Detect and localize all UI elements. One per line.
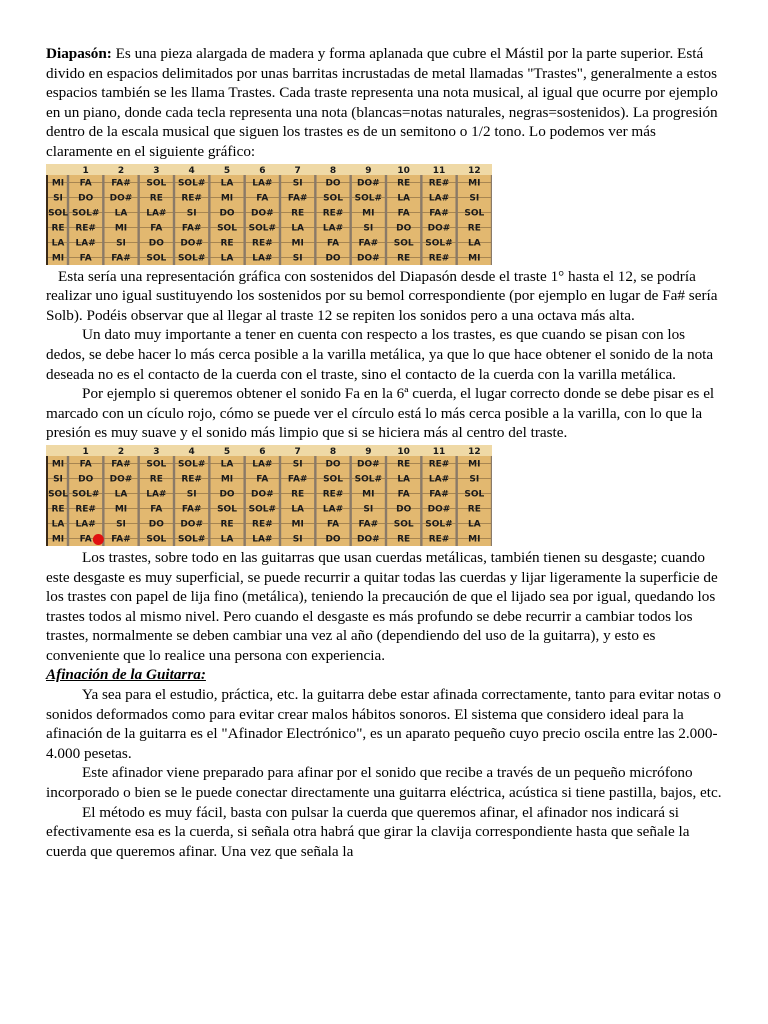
note-label: LA#: [252, 459, 273, 470]
note-label: LA: [220, 459, 234, 470]
term-title: Diapasón:: [46, 45, 112, 62]
note-label: LA#: [252, 178, 273, 189]
note-label: RE#: [428, 178, 450, 189]
note-label: SOL: [48, 208, 68, 219]
paragraph: El método es muy fácil, basta con pulsar la cuerda que queremos afinar, el afinador nos indicará si efectivamente esa es la cuerda, si señala otra habrá que girar la clavija correspondiente hasta que señale la cuerda que queremos afinar. Una vez que señala la: [46, 803, 690, 860]
fret-number: 5: [223, 446, 231, 457]
fret-number: 1: [82, 446, 89, 457]
note-label: RE: [149, 474, 163, 485]
fret-bar: [420, 175, 422, 265]
note-label: LA: [51, 238, 65, 249]
note-label: DO#: [427, 504, 451, 515]
note-label: SI: [292, 178, 303, 189]
note-label: SI: [469, 474, 480, 485]
note-label: SI: [292, 253, 303, 264]
note-label: SI: [116, 519, 126, 530]
note-label: MI: [291, 519, 304, 530]
fret-number: 10: [397, 446, 410, 457]
note-label: SOL: [217, 223, 237, 234]
note-label: LA#: [252, 253, 273, 264]
fret-number: 4: [188, 446, 195, 457]
fret-bar: [67, 456, 69, 546]
fret-number: 6: [259, 446, 266, 457]
note-label: MI: [468, 459, 481, 470]
fret-bar: [455, 456, 457, 546]
fret-bar: [279, 175, 281, 265]
fretboard-diagram-1: [46, 164, 492, 265]
fret-number: 9: [365, 446, 372, 457]
note-label: RE: [397, 459, 411, 470]
note-label: RE: [397, 534, 411, 545]
fret-bar: [137, 175, 139, 265]
note-label: FA: [79, 459, 92, 470]
note-label: RE: [397, 178, 411, 189]
note-label: MI: [468, 534, 481, 545]
note-label: FA#: [429, 489, 449, 500]
intro-paragraph: [46, 44, 726, 162]
note-label: SOL: [464, 489, 485, 500]
note-label: FA#: [429, 208, 449, 219]
note-label: SOL#: [177, 459, 206, 470]
note-label: SI: [363, 223, 374, 234]
fret-number: 8: [329, 446, 337, 457]
note-label: SI: [53, 193, 63, 204]
note-label: RE: [51, 504, 65, 515]
fret-bar: [385, 456, 387, 546]
note-label: SOL: [464, 208, 485, 219]
note-label: SI: [292, 534, 303, 545]
fret-bar: [385, 175, 387, 265]
note-label: SOL: [146, 178, 167, 189]
fret-bar: [208, 175, 210, 265]
note-label: MI: [291, 238, 304, 249]
note-label: FA: [256, 193, 269, 204]
paragraph: Los trastes, sobre todo en las guitarras que usan cuerdas metálicas, también tienen su desgaste; cuando este desgaste es muy superficial, se puede recurrir a quitar todas las cuerdas y lijar ligeramente la superficie de los trastes con papel de lija fino (metálica), teniendo la precaución de que el lijado sea por igual, quedando los trastes todos al mismo nivel. Pero cuando el desgaste es más profundo se debe recurrir a cambiar todos los trastes, normalmente se deben cambiar una vez al año (dependiendo del uso de la guitarra), y esto es conveniente que lo realice una persona con experiencia.: [46, 548, 718, 664]
note-label: SOL#: [425, 519, 453, 530]
paragraph: Un dato muy importante a tener en cuenta con respecto a los trastes, es que cuando se pisan con los dedos, se debe hacer lo más cerca posible a la varilla metálica, ya que lo que hace obtener el sonido de la nota deseada no es el contacto de la cuerda con el traste, sino el contacto de la cuerda con la varilla metálica.: [46, 326, 714, 383]
note-label: FA: [326, 238, 340, 249]
note-label: DO#: [109, 193, 133, 204]
fret-bar: [102, 456, 104, 546]
note-label: SOL#: [177, 534, 206, 545]
section-heading: Afinación de la Guitarra:: [46, 666, 206, 684]
note-label: FA#: [111, 459, 131, 470]
note-label: SOL#: [177, 253, 206, 264]
note-label: RE: [291, 208, 305, 219]
note-label: MI: [468, 178, 481, 189]
note-label: FA: [79, 534, 92, 545]
fret-bar: [279, 456, 281, 546]
fret-bar: [349, 175, 351, 265]
fret-number-band: [46, 164, 492, 175]
note-label: MI: [114, 223, 128, 234]
note-label: MI: [51, 178, 65, 189]
note-label: FA#: [358, 238, 379, 249]
note-label: LA#: [322, 223, 344, 234]
note-label: FA: [79, 178, 92, 189]
fret-number: 2: [117, 165, 125, 176]
note-label: RE#: [428, 459, 450, 470]
note-label: LA#: [252, 534, 273, 545]
fret-number: 10: [397, 165, 410, 176]
note-label: RE: [467, 504, 481, 515]
note-label: SI: [363, 504, 374, 515]
note-label: RE: [291, 489, 305, 500]
note-label: LA#: [75, 519, 96, 530]
note-label: DO#: [109, 474, 133, 485]
note-label: SOL#: [248, 504, 277, 515]
fret-bar: [243, 175, 245, 265]
fret-number-band: [46, 445, 492, 456]
fret-number: 11: [432, 446, 446, 457]
note-label: FA#: [111, 178, 131, 189]
note-label: DO#: [356, 253, 380, 264]
paragraph: Este afinador viene preparado para afinar por el sonido que recibe a través de un pequeño micrófono incorporado o bien se le puede conectar directamente una guitarra eléctrica, acústica si tiene pastilla, bajos, etc.: [46, 764, 722, 802]
note-label: SOL: [146, 253, 167, 264]
note-label: DO#: [250, 208, 274, 219]
note-label: SOL#: [425, 238, 453, 249]
note-label: RE#: [322, 208, 344, 219]
note-label: SOL: [323, 193, 343, 204]
note-label: SOL: [393, 238, 414, 249]
note-label: SOL#: [177, 178, 206, 189]
note-label: RE: [467, 223, 481, 234]
note-label: SI: [53, 474, 63, 485]
note-label: MI: [51, 534, 65, 545]
note-label: SOL: [323, 474, 343, 485]
note-label: DO: [148, 238, 164, 249]
note-label: FA: [256, 474, 269, 485]
fret-number: 1: [82, 165, 89, 176]
fret-bar: [420, 456, 422, 546]
fret-bar: [102, 175, 104, 265]
note-label: RE#: [75, 504, 96, 515]
note-label: LA: [291, 223, 305, 234]
note-label: LA#: [428, 474, 450, 485]
note-label: RE#: [252, 519, 273, 530]
note-label: DO#: [250, 489, 274, 500]
note-label: LA: [467, 519, 481, 530]
note-label: RE: [220, 238, 234, 249]
note-label: DO: [396, 223, 412, 234]
note-label: DO: [78, 193, 94, 204]
note-label: FA#: [111, 253, 131, 264]
fret-number: 3: [153, 446, 160, 457]
red-circle-marker: [93, 534, 104, 545]
note-label: MI: [220, 474, 234, 485]
note-label: SOL#: [354, 474, 383, 485]
fret-bar: [208, 456, 210, 546]
fretboard-diagram-2: [46, 445, 492, 546]
note-label: LA: [220, 534, 234, 545]
note-label: LA: [291, 504, 305, 515]
fret-number: 6: [259, 165, 266, 176]
note-label: SI: [186, 489, 197, 500]
note-label: RE#: [428, 534, 450, 545]
fret-bar: [137, 456, 139, 546]
note-label: FA#: [111, 534, 131, 545]
note-label: RE#: [75, 223, 96, 234]
fret-bar: [491, 175, 492, 265]
note-label: DO: [325, 459, 341, 470]
note-label: RE: [149, 193, 163, 204]
note-label: SOL#: [248, 223, 277, 234]
intro-text: Es una pieza alargada de madera y forma aplanada que cubre el Mástil por la parte superior. Está divido en espacios delimitados por unas barritas incrustadas de metal llamadas "Trastes", generalmente a estos espacios también se les llama Trastes. Cada traste representa una nota musical, al igual que ocurre por ejemplo en un piano, donde cada tecla representa una nota (blancas=notas naturales, negras=sostenidos). La progresión dentro de la escala musical que siguen los trastes es de un semitono o 1/2 tono. Lo podemos ver más claramente en el siguiente gráfico:: [46, 45, 718, 160]
note-label: MI: [362, 489, 375, 500]
nut-bar: [46, 175, 48, 265]
note-label: FA#: [181, 223, 202, 234]
note-label: FA: [150, 504, 163, 515]
note-label: SOL: [146, 459, 167, 470]
fret-bar: [349, 456, 351, 546]
note-label: RE#: [322, 489, 344, 500]
fret-number: 9: [365, 165, 372, 176]
note-label: MI: [362, 208, 375, 219]
fret-number: 3: [153, 165, 160, 176]
note-label: DO: [78, 474, 94, 485]
note-label: DO: [325, 253, 341, 264]
paragraph: Esta sería una representación gráfica con sostenidos del Diapasón desde el traste 1° hasta el 12, se podría realizar uno igual sustituyendo los sostenidos por su bemol correspondiente (por ejemplo en lugar de Fa# sería Solb). Podéis observar que al llegar al traste 12 se repiten los sonidos pero a una octava más alta.: [46, 267, 718, 324]
note-label: SOL: [217, 504, 237, 515]
note-label: LA: [220, 178, 234, 189]
fret-bar: [491, 456, 492, 546]
note-label: RE: [51, 223, 65, 234]
fret-bar: [173, 456, 175, 546]
note-label: DO: [396, 504, 412, 515]
note-label: DO#: [356, 178, 380, 189]
note-label: FA#: [358, 519, 379, 530]
note-label: DO#: [180, 519, 204, 530]
note-label: LA: [51, 519, 65, 530]
note-label: FA: [397, 208, 410, 219]
note-label: SI: [292, 459, 303, 470]
note-label: FA#: [181, 504, 202, 515]
fret-bar: [67, 175, 69, 265]
note-label: DO#: [356, 459, 380, 470]
note-label: LA: [467, 238, 481, 249]
note-label: DO: [219, 489, 235, 500]
fret-number: 8: [329, 165, 337, 176]
note-label: LA#: [322, 504, 344, 515]
fret-number: 2: [117, 446, 125, 457]
note-label: SOL: [146, 534, 167, 545]
note-label: LA: [114, 208, 128, 219]
note-label: SI: [469, 193, 480, 204]
note-label: LA: [220, 253, 234, 264]
note-label: MI: [468, 253, 481, 264]
note-label: DO#: [356, 534, 380, 545]
note-label: MI: [51, 253, 65, 264]
note-label: LA: [114, 489, 128, 500]
document-page: [46, 44, 726, 861]
nut-bar: [46, 456, 48, 546]
fret-number: 4: [188, 165, 195, 176]
fret-number: 11: [432, 165, 446, 176]
note-label: MI: [114, 504, 128, 515]
fret-number: 7: [294, 165, 301, 176]
note-label: FA: [79, 253, 92, 264]
fret-number: 12: [468, 446, 481, 457]
fret-number: 12: [468, 165, 481, 176]
note-label: SI: [186, 208, 197, 219]
note-label: DO: [325, 178, 341, 189]
note-label: RE: [397, 253, 411, 264]
note-label: DO: [148, 519, 164, 530]
note-label: LA: [397, 193, 411, 204]
note-label: DO#: [427, 223, 451, 234]
note-label: LA#: [75, 238, 96, 249]
paragraph: Ya sea para el estudio, práctica, etc. la guitarra debe estar afinada correctamente, tanto para evitar notas o sonidos deformados como para evitar crear malos hábitos sonoros. El sistema que considero ideal para la afinación de la guitarra es el "Afinador Electrónico", es un aparato pequeño cuyo precio oscila entre las 2.000-4.000 pesetas.: [46, 686, 721, 762]
note-label: LA#: [146, 489, 167, 500]
fret-bar: [243, 456, 245, 546]
note-label: RE#: [428, 253, 450, 264]
note-label: SOL#: [71, 208, 100, 219]
note-label: LA: [397, 474, 411, 485]
note-label: RE#: [181, 193, 202, 204]
note-label: SOL: [393, 519, 414, 530]
fret-bar: [455, 175, 457, 265]
note-label: DO: [325, 534, 341, 545]
note-label: FA: [150, 223, 163, 234]
note-label: SI: [116, 238, 126, 249]
note-label: DO#: [180, 238, 204, 249]
note-label: SOL#: [354, 193, 383, 204]
fret-number: 7: [294, 446, 301, 457]
note-label: MI: [220, 193, 234, 204]
note-label: FA#: [287, 474, 308, 485]
note-label: FA#: [287, 193, 308, 204]
note-label: LA#: [146, 208, 167, 219]
note-label: FA: [326, 519, 340, 530]
note-label: RE#: [181, 474, 202, 485]
fret-number: 5: [223, 165, 231, 176]
note-label: SOL: [48, 489, 68, 500]
fret-bar: [173, 175, 175, 265]
fret-bar: [314, 175, 316, 265]
note-label: RE#: [252, 238, 273, 249]
note-label: LA#: [428, 193, 450, 204]
note-label: SOL#: [71, 489, 100, 500]
fret-bar: [314, 456, 316, 546]
note-label: RE: [220, 519, 234, 530]
note-label: DO: [219, 208, 235, 219]
note-label: MI: [51, 459, 65, 470]
paragraph: Por ejemplo si queremos obtener el sonido Fa en la 6ª cuerda, el lugar correcto donde se debe pisar es el marcado con un cículo rojo, cómo se puede ver el círculo está lo más cerca posible a la varilla, con lo que la presión es muy suave y el sonido más limpio que si se hiciera más al centro del traste.: [46, 385, 715, 442]
note-label: FA: [397, 489, 410, 500]
